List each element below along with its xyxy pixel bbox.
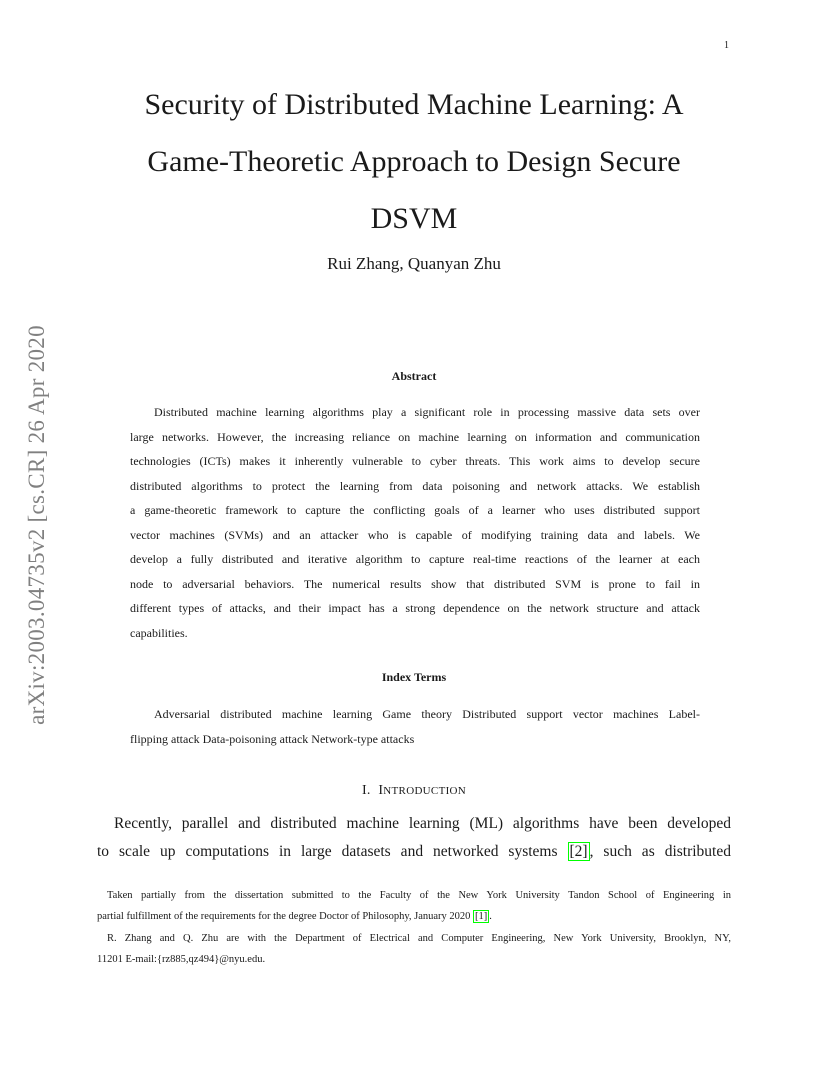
abstract-heading: Abstract [391,369,437,383]
index-terms-line: Adversarial distributed machine learning Game theory Distributed support vector machines Label- [154,707,700,721]
footnote-line: Taken partially from the dissertation submitted to the Faculty of the New York University Tandon School of Engineering in [107,890,731,901]
abstract-line: vector machines (SVMs) and an attacker who is capable of modifying training data and labels. We [130,527,700,542]
section-heading-initial: I [378,783,384,798]
abstract-line: a game-theoretic framework to capture the conflicting goals of a learner who uses distributed support [130,503,700,517]
title-line: Security of Distributed Machine Learning: A [144,88,684,121]
introduction-line: Recently, parallel and distributed machine learning (ML) algorithms have been developed [114,815,731,832]
title-line: Game-Theoretic Approach to Design Secure [147,145,681,178]
arxiv-identifier-stamp: arXiv:2003.04735v2 [cs.CR] 26 Apr 2020 [24,325,49,725]
author-list: Rui Zhang, Quanyan Zhu [327,254,501,273]
introduction-line [97,843,731,861]
section-heading-rest: NTRODUCTION [383,785,467,797]
footnote-line: R. Zhang and Q. Zhu are with the Department of Electrical and Computer Engineering, New York University, Brooklyn, NY, [107,933,731,944]
abstract-line: develop a fully distributed and iterative algorithm to capture real-time reactions of the learner at each [130,552,700,566]
footnote-text: partial fulfillment of the requirements for the degree Doctor of Philosophy, January 2020 [97,911,474,922]
footnote-text: . [489,911,492,922]
section-number: I. [361,783,371,798]
page-number: 1 [724,40,729,51]
footnote-line: 11201 E-mail:{rz885,qz494}@nyu.edu. [97,954,266,965]
index-terms-heading: Index Terms [381,670,447,684]
abstract-line: distributed algorithms to protect the learning from data poisoning and network attacks. We establish [130,478,700,493]
footnote-line [97,911,492,922]
intro-text: to scale up computations in large datasets and networked systems [97,843,568,860]
abstract-line: technologies (ICTs) makes it inherently vulnerable to cyber threats. This work aims to develop secure [130,454,700,468]
abstract-line: node to adversarial behaviors. The numerical results show that distributed SVM is prone to fail in [130,576,700,591]
introduction-heading [0,783,828,799]
abstract-line: capabilities. [130,625,188,640]
intro-text: , such as distributed [589,843,731,860]
abstract-line: large networks. However, the increasing reliance on machine learning on information and communication [130,429,700,444]
paper-title [60,76,768,247]
abstract-line: different types of attacks, and their impact has a strong dependence on the network structure and attack [130,601,700,615]
citation-link[interactable]: [2] [569,843,588,860]
abstract-line: Distributed machine learning algorithms play a significant role in processing massive data sets over [154,405,700,419]
title-line: DSVM [370,202,458,235]
citation-link[interactable]: [1] [475,911,488,922]
index-terms-line: flipping attack Data-poisoning attack Network-type attacks [130,731,415,746]
